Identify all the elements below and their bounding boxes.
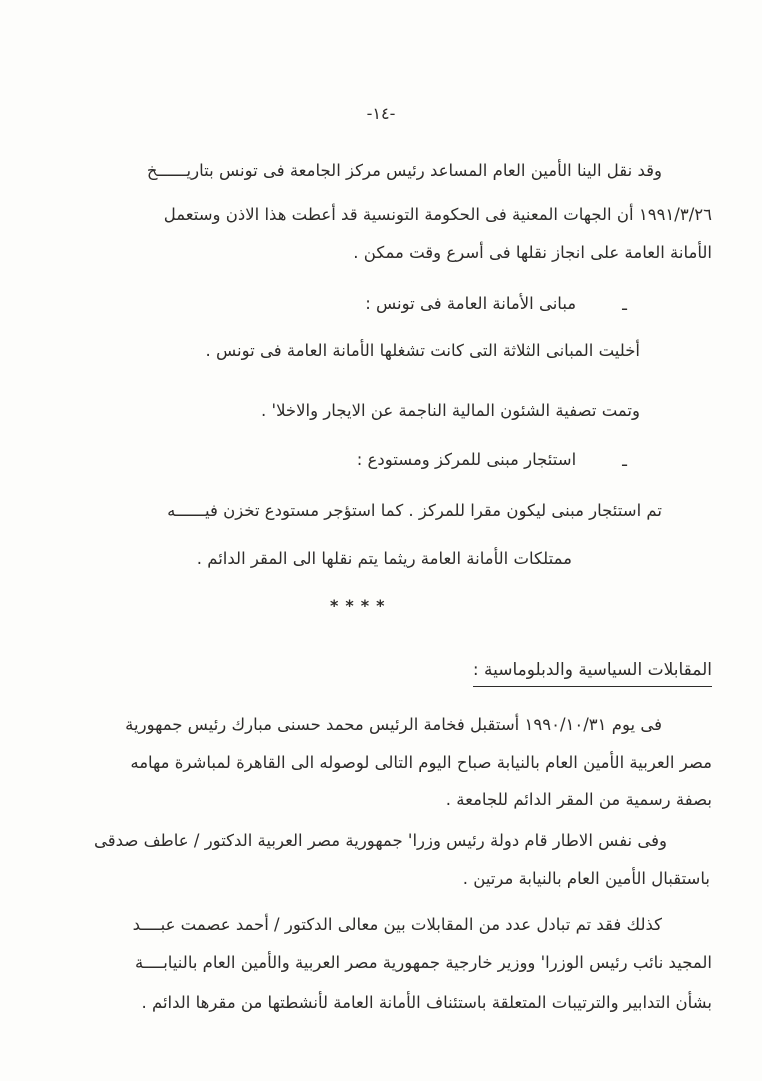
paragraph-line: وقد نقل الينا الأمين العام المساعد رئيس مركز الجامعة فى تونس بتاريــــــخ	[146, 161, 662, 180]
paragraph-line: ١٩٩١/٣/٢٦ أن الجهات المعنية فى الحكومة التونسية قد أعطت هذا الاذن وستعمل	[163, 205, 712, 224]
bullet-item-rent	[357, 450, 627, 470]
paragraph-line: كذلك فقد تم تبادل عدد من المقابلات بين معالى الدكتور / أحمد عصمت عبــــد	[132, 915, 662, 934]
paragraph-line: بشأن التدابير والترتيبات المتعلقة باستئناف الأمانة العامة لأنشطتها من مقرها الدائم .	[141, 993, 712, 1012]
paragraph-line: مصر العربية الأمين العام بالنيابة صباح اليوم التالى لوصوله الى القاهرة لمباشرة مهامه	[130, 753, 712, 772]
paragraph-line: باستقبال الأمين العام بالنيابة مرتين .	[462, 869, 710, 888]
asterisk-separator: ****	[330, 596, 392, 615]
paragraph-line: الأمانة العامة على انجاز نقلها فى أسرع وقت ممكن .	[353, 243, 712, 262]
paragraph-line: وفى نفس الاطار قام دولة رئيس وزرا' جمهورية مصر العربية الدكتور / عاطف صدقى	[94, 831, 667, 850]
paragraph-line: فى يوم ١٩٩٠/١٠/٣١ أستقبل فخامة الرئيس محمد حسنى مبارك رئيس جمهورية	[125, 715, 662, 734]
bullet-label: استئجار مبنى للمركز ومستودع :	[356, 450, 577, 469]
bullet-dash: ـ	[622, 451, 627, 470]
paragraph-line: تم استئجار مبنى ليكون مقرا للمركز . كما استؤجر مستودع تخزن فيــــــه	[167, 501, 662, 520]
bullet-item-buildings	[365, 294, 627, 314]
paragraph-line: وتمت تصفية الشئون المالية الناجمة عن الايجار والاخلا' .	[261, 401, 640, 420]
page-number: -١٤-	[366, 104, 396, 123]
paragraph-line: المجيد نائب رئيس الوزرا' ووزير خارجية جمهورية مصر العربية والأمين العام بالنيابــــة	[135, 953, 712, 972]
paragraph-line: بصفة رسمية من المقر الدائم للجامعة .	[445, 790, 712, 809]
bullet-label: مبانى الأمانة العامة فى تونس :	[365, 294, 577, 313]
paragraph-line: أخليت المبانى الثلاثة التى كانت تشغلها الأمانة العامة فى تونس .	[205, 341, 640, 360]
section-heading: المقابلات السياسية والدبلوماسية :	[473, 660, 712, 687]
paragraph-line: ممتلكات الأمانة العامة ريثما يتم نقلها الى المقر الدائم .	[196, 549, 572, 568]
bullet-dash: ـ	[622, 295, 627, 314]
